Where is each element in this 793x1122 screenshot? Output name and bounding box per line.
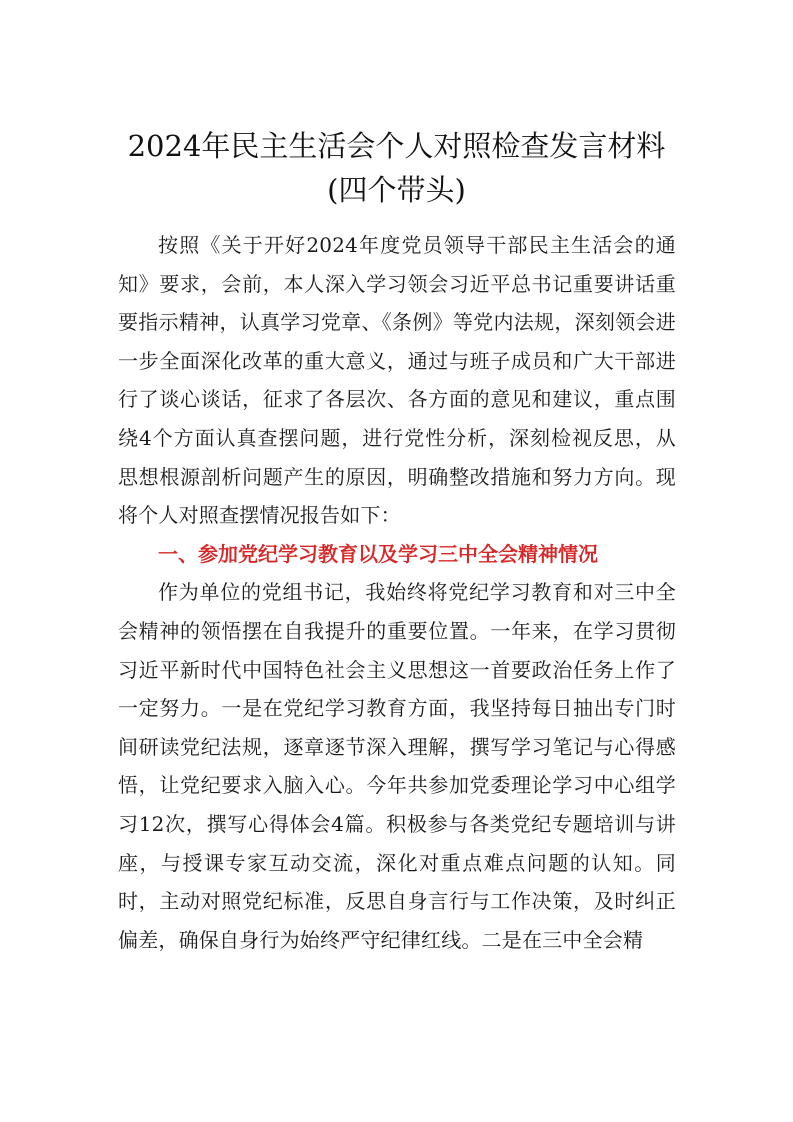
section-1-paragraph: 作为单位的党组书记，我始终将党纪学习教育和对三中全会精神的领悟摆在自我提升的重要位置。一年来，在学习贯彻习近平新时代中国特色社会主义思想这一首要政治任务上作了一定努力。一是在党纪学习教育方面，我坚持每日抽出专门时间研读党纪法规，逐章逐节深入理解，撰写学习笔记与心得感悟，让党纪要求入脑入心。今年共参加党委理论学习中心组学习12次，撰写心得体会4篇。积极参与各类党纪专题培训与讲座，与授课专家互动交流，深化对重点难点问题的认知。同时，主动对照党纪标准，反思自身言行与工作决策，及时纠正偏差，确保自身行为始终严守纪律红线。二是在三中全会精 xyxy=(118,580,676,952)
document-title xyxy=(100,124,693,212)
title-line-sub: (四个带头) xyxy=(327,173,466,207)
intro-paragraph: 按照《关于开好2024年度党员领导干部民主生活会的通知》要求，会前，本人深入学习领会习近平总书记重要讲话重要指示精神，认真学习党章、《条例》等党内法规，深刻领会进一步全面深化改革的重大意义，通过与班子成员和广大干部进行了谈心谈话，征求了各层次、各方面的意见和建议，重点围绕4个方面认真查摆问题，进行党性分析，深刻检视反思，从思想根源剖析问题产生的原因，明确整改措施和努力方向。现将个人对照查摆情况报告如下： xyxy=(118,233,676,528)
section-heading-1: 一、参加党纪学习教育以及学习三中全会精神情况 xyxy=(158,541,598,566)
document-body xyxy=(118,226,676,959)
title-line-main: 2024年民主生活会个人对照检查发言材料 xyxy=(127,129,666,163)
